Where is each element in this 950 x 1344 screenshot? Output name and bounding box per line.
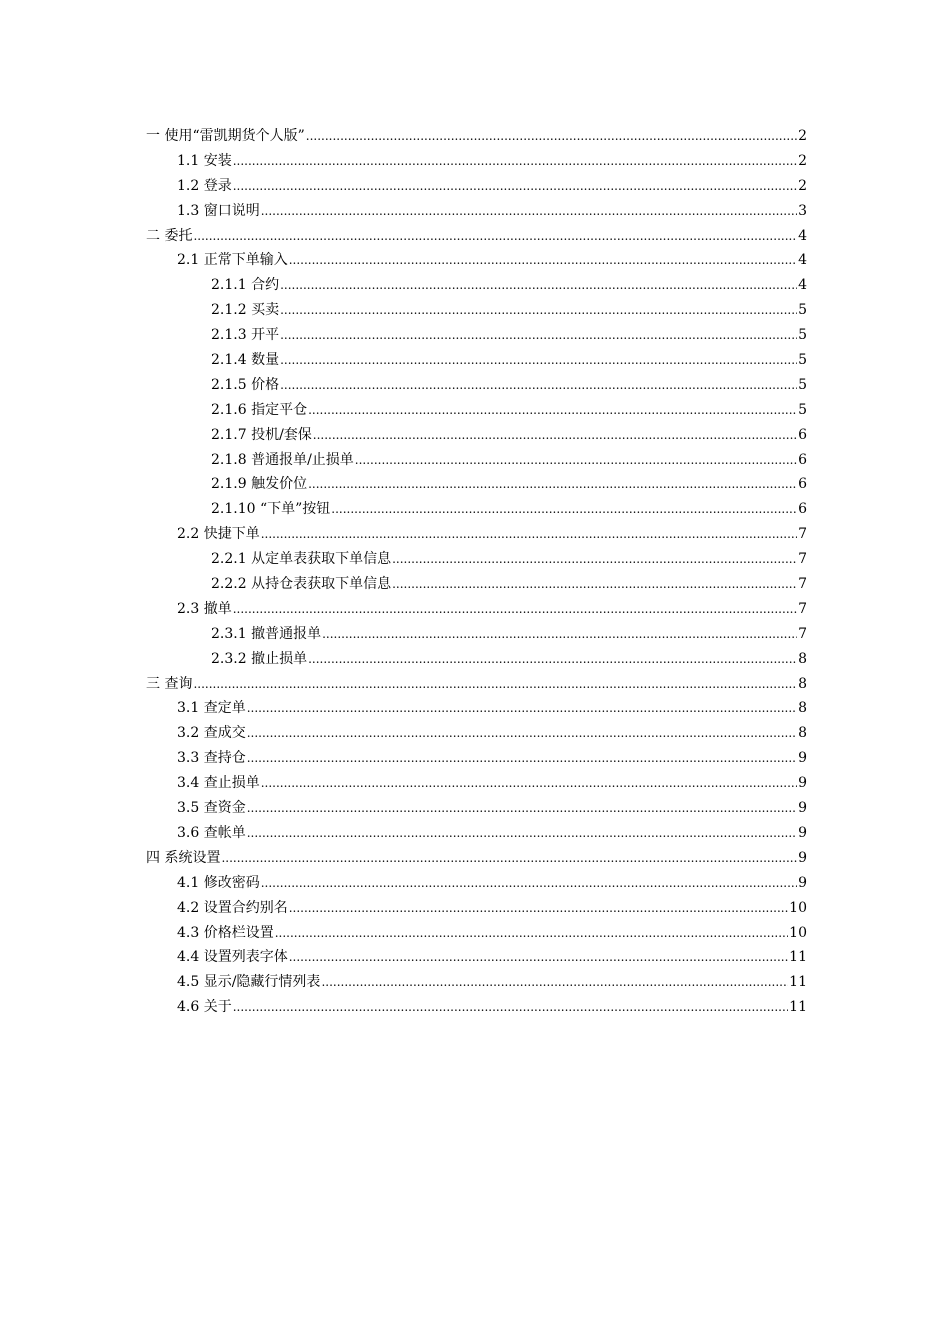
toc-entry-title: 三 查询 (146, 675, 193, 692)
toc-entry[interactable] (0, 199, 807, 224)
toc-entry-title: 4.6 关于 (177, 999, 232, 1016)
toc-entry[interactable] (0, 647, 807, 672)
toc-entry-title: 3.6 查帐单 (177, 824, 246, 841)
toc-dot-leader (306, 124, 797, 149)
toc-entry-title: 2.1.5 价格 (211, 376, 280, 393)
table-of-contents (0, 124, 950, 1020)
toc-entry-page-number: 9 (798, 874, 807, 891)
toc-entry[interactable] (0, 597, 807, 622)
toc-entry-title: 2.1.1 合约 (211, 277, 280, 294)
toc-dot-leader (308, 472, 797, 497)
toc-entry[interactable] (0, 896, 807, 921)
toc-entry-title: 2.1 正常下单输入 (177, 252, 288, 269)
toc-entry[interactable] (0, 796, 807, 821)
toc-entry-title: 3.1 查定单 (177, 700, 246, 717)
toc-entry[interactable] (0, 572, 807, 597)
toc-entry[interactable] (0, 497, 807, 522)
toc-dot-leader (313, 423, 797, 448)
toc-entry[interactable] (0, 821, 807, 846)
toc-entry-page-number: 8 (798, 700, 807, 717)
toc-entry-page-number: 9 (798, 775, 807, 792)
toc-entry-title: 2.1.6 指定平仓 (211, 401, 308, 418)
toc-entry[interactable] (0, 248, 807, 273)
toc-dot-leader (280, 373, 797, 398)
toc-entry-page-number: 7 (798, 625, 807, 642)
toc-entry[interactable] (0, 124, 807, 149)
toc-entry-title: 2.3.2 撤止损单 (211, 650, 308, 667)
toc-entry[interactable] (0, 423, 807, 448)
toc-entry-page-number: 5 (798, 302, 807, 319)
toc-entry-title: 1.2 登录 (177, 177, 232, 194)
toc-entry[interactable] (0, 622, 807, 647)
toc-dot-leader (280, 323, 797, 348)
toc-entry[interactable] (0, 672, 807, 697)
toc-dot-leader (247, 721, 797, 746)
toc-entry-title: 2.3 撤单 (177, 600, 232, 617)
toc-entry[interactable] (0, 746, 807, 771)
toc-dot-leader (280, 348, 797, 373)
toc-entry-page-number: 10 (789, 924, 807, 941)
toc-entry-page-number: 8 (798, 725, 807, 742)
toc-entry-page-number: 8 (798, 650, 807, 667)
toc-dot-leader (193, 672, 797, 697)
toc-entry-page-number: 11 (789, 999, 807, 1016)
toc-entry-title: 2.1.3 开平 (211, 327, 280, 344)
toc-dot-leader (331, 497, 797, 522)
toc-entry-page-number: 2 (798, 128, 807, 144)
toc-entry-page-number: 4 (798, 252, 807, 269)
toc-entry-title: 3.4 查止损单 (177, 775, 260, 792)
toc-entry-title: 2.1.4 数量 (211, 352, 280, 369)
toc-dot-leader (221, 846, 797, 871)
toc-entry[interactable] (0, 945, 807, 970)
toc-entry-page-number: 9 (798, 849, 807, 866)
toc-entry[interactable] (0, 547, 807, 572)
toc-dot-leader (233, 597, 797, 622)
toc-dot-leader (289, 896, 788, 921)
toc-entry-page-number: 11 (789, 949, 807, 966)
toc-entry-page-number: 7 (798, 551, 807, 568)
toc-entry-title: 四 系统设置 (146, 849, 221, 866)
toc-entry-title: 4.3 价格栏设置 (177, 924, 274, 941)
toc-dot-leader (233, 174, 797, 199)
toc-dot-leader (233, 995, 788, 1020)
toc-entry-title: 2.3.1 撤普通报单 (211, 625, 322, 642)
toc-entry-title: 4.4 设置列表字体 (177, 949, 288, 966)
toc-entry-page-number: 9 (798, 800, 807, 817)
toc-entry-title: 2.2 快捷下单 (177, 526, 260, 543)
toc-entry-page-number: 7 (798, 576, 807, 593)
toc-entry-page-number: 10 (789, 899, 807, 916)
toc-entry[interactable] (0, 696, 807, 721)
toc-entry[interactable] (0, 771, 807, 796)
toc-entry-title: 二 委托 (146, 227, 193, 244)
toc-entry-page-number: 11 (789, 974, 807, 991)
toc-entry-page-number: 4 (798, 277, 807, 294)
toc-entry-page-number: 7 (798, 600, 807, 617)
toc-dot-leader (275, 921, 788, 946)
toc-entry-title: 2.1.7 投机/套保 (211, 426, 312, 443)
toc-entry[interactable] (0, 970, 807, 995)
toc-entry[interactable] (0, 224, 807, 249)
toc-entry-page-number: 6 (798, 476, 807, 493)
toc-entry-page-number: 4 (798, 227, 807, 244)
toc-entry[interactable] (0, 273, 807, 298)
toc-entry-title: 2.1.8 普通报单/止损单 (211, 451, 354, 468)
toc-dot-leader (261, 199, 797, 224)
toc-entry[interactable] (0, 373, 807, 398)
toc-entry-title: 4.2 设置合约别名 (177, 899, 288, 916)
toc-entry[interactable] (0, 846, 807, 871)
toc-entry-page-number: 3 (798, 202, 807, 219)
toc-entry-page-number: 2 (798, 177, 807, 194)
toc-dot-leader (289, 945, 788, 970)
toc-entry-title: 3.2 查成交 (177, 725, 246, 742)
toc-entry[interactable] (0, 721, 807, 746)
toc-dot-leader (261, 771, 797, 796)
toc-entry-title: 4.1 修改密码 (177, 874, 260, 891)
toc-entry[interactable] (0, 348, 807, 373)
toc-dot-leader (261, 871, 797, 896)
toc-dot-leader (247, 821, 797, 846)
toc-entry-title: 3.3 查持仓 (177, 750, 246, 767)
toc-dot-leader (261, 522, 797, 547)
toc-entry-title: 2.1.10 “下单”按钮 (211, 501, 331, 518)
toc-dot-leader (233, 149, 797, 174)
toc-dot-leader (247, 696, 797, 721)
toc-list (0, 124, 807, 1020)
toc-entry-page-number: 6 (798, 501, 807, 518)
toc-dot-leader (308, 398, 797, 423)
toc-entry-page-number: 6 (798, 426, 807, 443)
toc-entry-page-number: 6 (798, 451, 807, 468)
toc-dot-leader (392, 547, 797, 572)
toc-entry[interactable] (0, 149, 807, 174)
toc-dot-leader (392, 572, 797, 597)
toc-dot-leader (321, 970, 788, 995)
toc-entry-title: 2.2.1 从定单表获取下单信息 (211, 551, 392, 568)
toc-entry[interactable] (0, 448, 807, 473)
toc-entry[interactable] (0, 298, 807, 323)
toc-entry-title: 一 使用“雷凯期货个人版” (146, 128, 305, 144)
toc-entry-page-number: 9 (798, 824, 807, 841)
toc-entry-title: 1.3 窗口说明 (177, 202, 260, 219)
toc-dot-leader (247, 746, 797, 771)
toc-entry-title: 2.2.2 从持仓表获取下单信息 (211, 576, 392, 593)
toc-entry-title: 2.1.9 触发价位 (211, 476, 308, 493)
toc-entry-page-number: 2 (798, 152, 807, 169)
toc-entry-page-number: 5 (798, 376, 807, 393)
toc-entry-page-number: 5 (798, 352, 807, 369)
toc-dot-leader (280, 298, 797, 323)
toc-entry-title: 4.5 显示/隐藏行情列表 (177, 974, 321, 991)
toc-entry-page-number: 5 (798, 401, 807, 418)
toc-dot-leader (322, 622, 797, 647)
toc-entry[interactable] (0, 398, 807, 423)
toc-entry[interactable] (0, 871, 807, 896)
toc-entry-page-number: 7 (798, 526, 807, 543)
toc-entry-page-number: 8 (798, 675, 807, 692)
toc-dot-leader (308, 647, 797, 672)
toc-entry[interactable] (0, 995, 807, 1020)
toc-entry-page-number: 5 (798, 327, 807, 344)
toc-entry[interactable] (0, 522, 807, 547)
toc-entry-page-number: 9 (798, 750, 807, 767)
toc-dot-leader (355, 448, 797, 473)
toc-entry[interactable] (0, 472, 807, 497)
toc-dot-leader (247, 796, 797, 821)
toc-entry-title: 2.1.2 买卖 (211, 302, 280, 319)
toc-entry-title: 3.5 查资金 (177, 800, 246, 817)
toc-entry[interactable] (0, 323, 807, 348)
toc-dot-leader (193, 224, 797, 249)
toc-dot-leader (289, 248, 797, 273)
toc-dot-leader (280, 273, 797, 298)
toc-entry[interactable] (0, 174, 807, 199)
toc-entry[interactable] (0, 921, 807, 946)
toc-entry-title: 1.1 安装 (177, 152, 232, 169)
